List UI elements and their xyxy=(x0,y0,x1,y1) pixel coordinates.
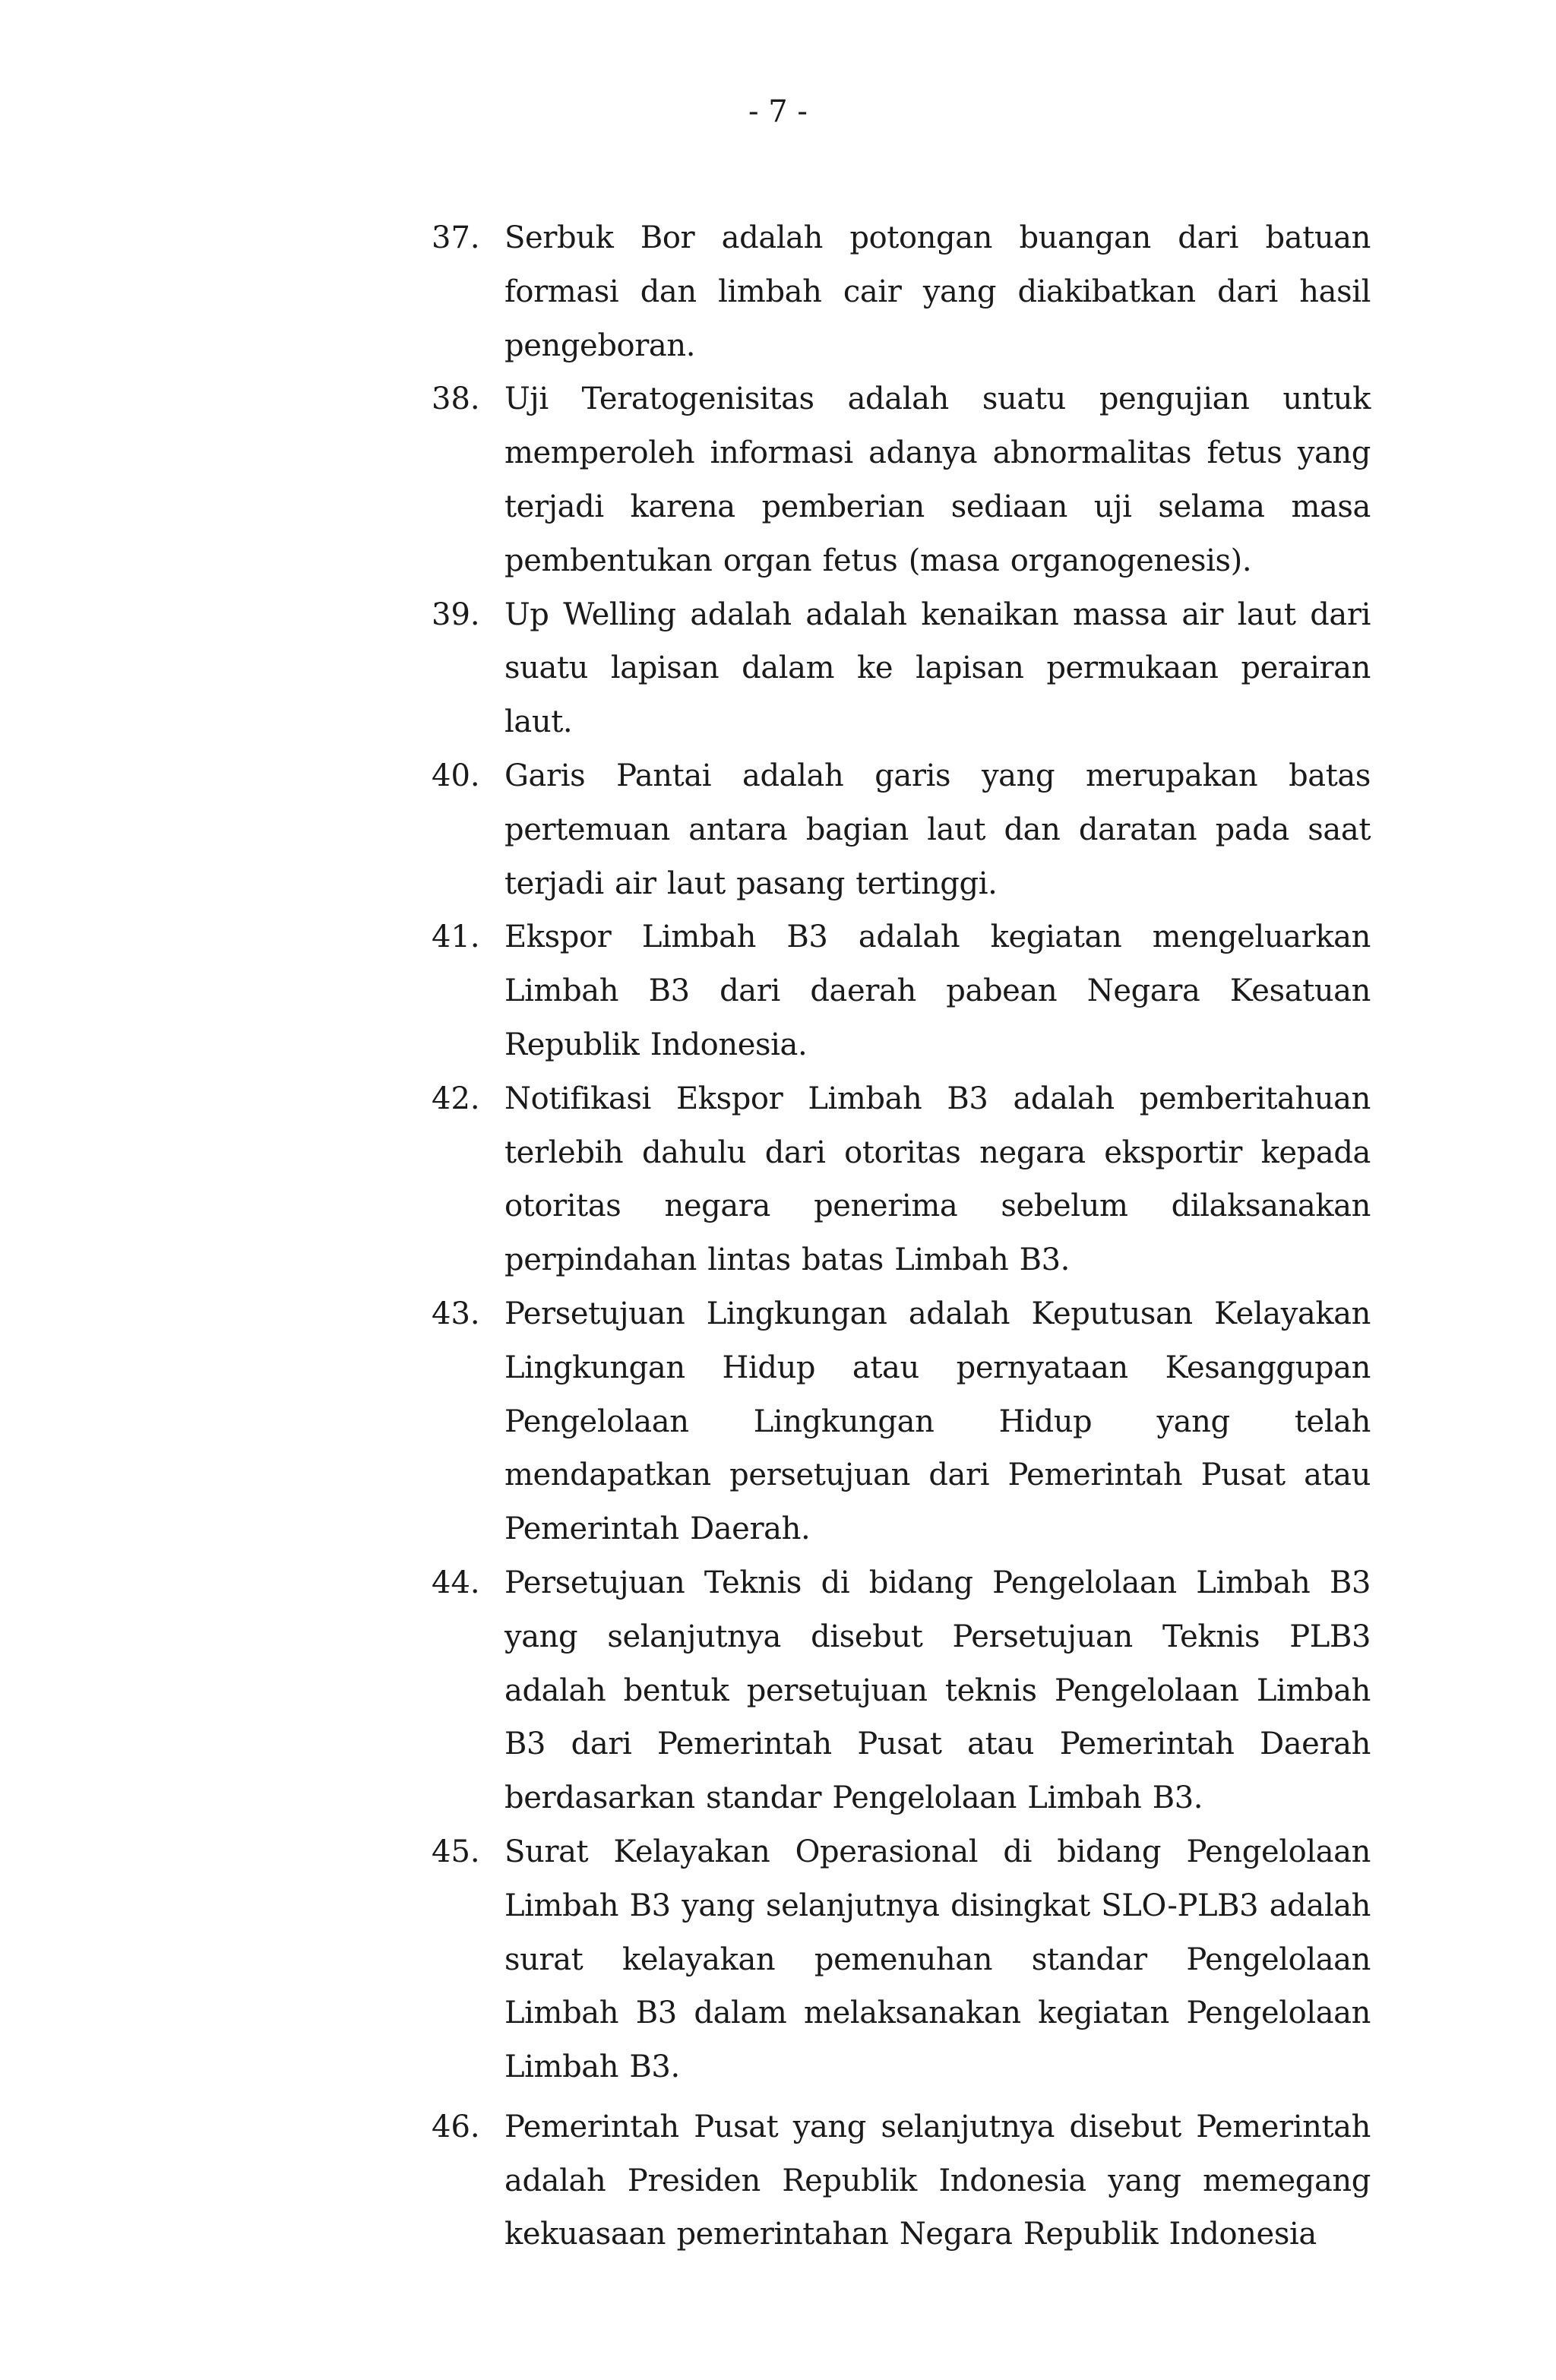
definition-item xyxy=(432,588,1371,749)
definition-item xyxy=(432,372,1371,587)
item-text: Persetujuan Teknis di bidang Pengelolaan Limbah B3 yang selanjutnya disebut Persetujuan Teknis PLB3 adalah bentuk persetujuan teknis Pengelolaan Limbah B3 dari Pemerintah Pusat atau Pemerintah Daerah berdasarkan standar Pengelolaan Limbah B3. xyxy=(504,1565,1371,1816)
item-number: 38. xyxy=(432,381,480,417)
definition-item xyxy=(432,749,1371,910)
definition-item xyxy=(432,1072,1371,1287)
item-text: Ekspor Limbah B3 adalah kegiatan mengeluarkan Limbah B3 dari daerah pabean Negara Kesatuan Republik Indonesia. xyxy=(504,919,1371,1062)
definition-item xyxy=(432,2100,1371,2261)
item-number: 40. xyxy=(432,758,480,793)
item-text: Persetujuan Lingkungan adalah Keputusan Kelayakan Lingkungan Hidup atau pernyataan Kesanggupan Pengelolaan Lingkungan Hidup yang telah mendapatkan persetujuan dari Pemerintah Pusat atau Pemerintah Daerah. xyxy=(504,1296,1371,1547)
item-number: 41. xyxy=(432,919,480,955)
item-number: 44. xyxy=(432,1565,480,1600)
item-text: Serbuk Bor adalah potongan buangan dari batuan formasi dan limbah cair yang diakibatkan dari hasil pengeboran. xyxy=(504,220,1371,363)
item-number: 39. xyxy=(432,597,480,632)
item-text: Up Welling adalah adalah kenaikan massa air laut dari suatu lapisan dalam ke lapisan permukaan perairan laut. xyxy=(504,597,1371,740)
item-number: 37. xyxy=(432,220,480,255)
item-text: Uji Teratogenisitas adalah suatu pengujian untuk memperoleh informasi adanya abnormalitas fetus yang terjadi karena pemberian sediaan uji selama masa pembentukan organ fetus (masa organogenesis). xyxy=(504,381,1371,578)
item-number: 46. xyxy=(432,2109,480,2144)
page-number: - 7 - xyxy=(748,94,808,129)
definition-item xyxy=(432,211,1371,372)
item-text: Pemerintah Pusat yang selanjutnya disebut Pemerintah adalah Presiden Republik Indonesia yang memegang kekuasaan pemerintahan Negara Republik Indonesia xyxy=(504,2109,1371,2252)
item-text: Garis Pantai adalah garis yang merupakan batas pertemuan antara bagian laut dan daratan pada saat terjadi air laut pasang tertinggi. xyxy=(504,758,1371,901)
item-text: Notifikasi Ekspor Limbah B3 adalah pemberitahuan terlebih dahulu dari otoritas negara eksportir kepada otoritas negara penerima sebelum dilaksanakan perpindahan lintas batas Limbah B3. xyxy=(504,1081,1371,1278)
definition-list xyxy=(432,211,1371,2261)
document-body xyxy=(432,211,1371,2261)
item-number: 42. xyxy=(432,1081,480,1116)
definition-item xyxy=(432,1825,1371,2094)
item-number: 45. xyxy=(432,1834,480,1869)
definition-item xyxy=(432,1287,1371,1556)
definition-item xyxy=(432,1556,1371,1825)
item-number: 43. xyxy=(432,1296,480,1331)
definition-item xyxy=(432,910,1371,1071)
item-text: Surat Kelayakan Operasional di bidang Pengelolaan Limbah B3 yang selanjutnya disingkat SLO-PLB3 adalah surat kelayakan pemenuhan standar Pengelolaan Limbah B3 dalam melaksanakan kegiatan Pengelolaan Limbah B3. xyxy=(504,1834,1371,2085)
